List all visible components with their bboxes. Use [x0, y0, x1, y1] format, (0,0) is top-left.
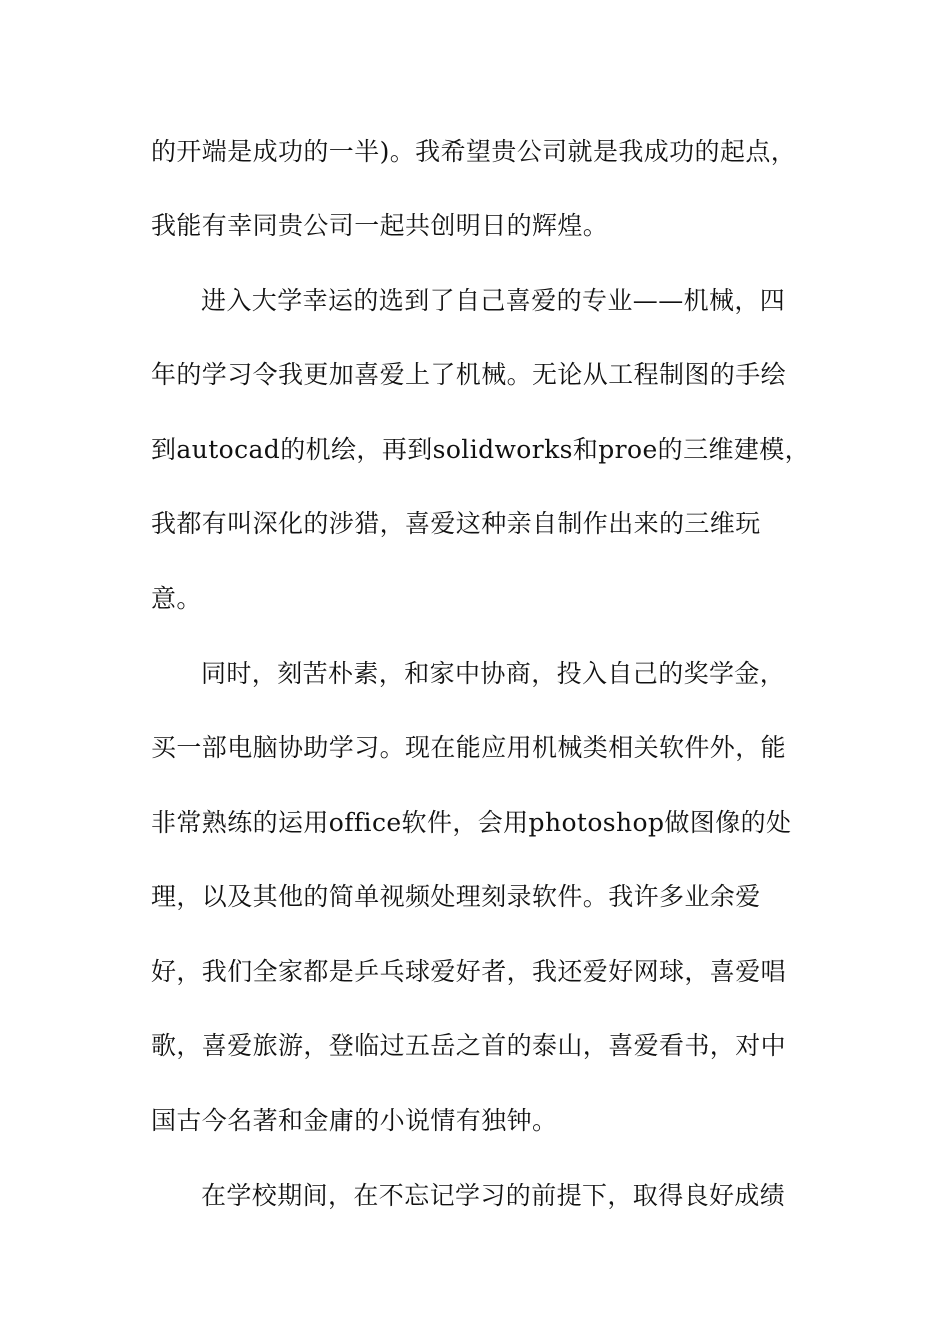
paragraph-start-school: 在学校期间，在不忘记学习的前提下，取得良好成绩 — [201, 1181, 786, 1210]
text-line-11: 理，以及其他的简单视频处理刻录软件。我许多业余爱 — [151, 882, 761, 911]
text-line-10: 非常熟练的运用office软件，会用photoshop做图像的处 — [151, 808, 792, 837]
text-line-9: 买一部电脑协助学习。现在能应用机械类相关软件外，能 — [151, 733, 787, 762]
text-line-13: 歌，喜爱旅游，登临过五岳之首的泰山，喜爱看书，对中 — [151, 1031, 787, 1060]
text-line-2: 我能有幸同贵公司一起共创明日的辉煌。 — [151, 211, 609, 240]
text-line-5: 到autocad的机绘，再到solidworks和proe的三维建模， — [151, 435, 811, 464]
text-line-7: 意。 — [151, 584, 202, 613]
text-line-14: 国古今名著和金庸的小说情有独钟。 — [151, 1106, 558, 1135]
text-line-12: 好，我们全家都是乒乓球爱好者，我还爱好网球，喜爱唱 — [151, 957, 787, 986]
paragraph-start-computer: 同时，刻苦朴素，和家中协商，投入自己的奖学金， — [201, 659, 786, 688]
text-line-4: 年的学习令我更加喜爱上了机械。无论从工程制图的手绘 — [151, 360, 787, 389]
text-line-6: 我都有叫深化的涉猎，喜爱这种亲自制作出来的三维玩 — [151, 509, 761, 538]
text-line-1: 的开端是成功的一半)。我希望贵公司就是我成功的起点， — [151, 137, 797, 166]
paragraph-start-mechanics: 进入大学幸运的选到了自己喜爱的专业——机械，四 — [201, 286, 786, 315]
